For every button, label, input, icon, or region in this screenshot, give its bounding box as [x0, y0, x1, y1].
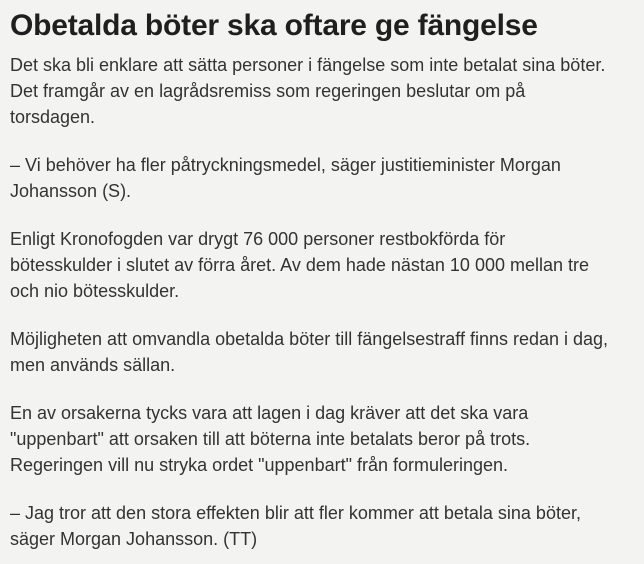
article-paragraph-6: – Jag tror att den stora effekten blir att fler kommer att betala sina böter, säger Morgan Johansson. (TT)	[10, 503, 581, 549]
article-paragraph-3: Enligt Kronofogden var drygt 76 000 personer restbokförda för bötesskulder i slutet av förra året. Av dem hade nästan 10 000 mellan tre och nio bötesskulder.	[10, 229, 590, 301]
article-paragraph-5: En av orsakerna tycks vara att lagen i dag kräver att det ska vara "uppenbart" att orsaken till att böterna inte betalats beror på trots. Regeringen vill nu stryka ordet "uppenbart" från formuleringen.	[10, 403, 531, 475]
article-paragraph-1: Det ska bli enklare att sätta personer i fängelse som inte betalat sina böter. Det framgår av en lagrådsremiss som regeringen beslutar om på torsdagen.	[10, 55, 606, 127]
article-paragraph-4: Möjligheten att omvandla obetalda böter till fängelsestraff finns redan i dag, men används sällan.	[10, 329, 609, 375]
article-paragraph-2: – Vi behöver ha fler påtryckningsmedel, säger justitieminister Morgan Johansson (S).	[10, 155, 561, 201]
article-headline: Obetalda böter ska oftare ge fängelse	[10, 9, 538, 42]
